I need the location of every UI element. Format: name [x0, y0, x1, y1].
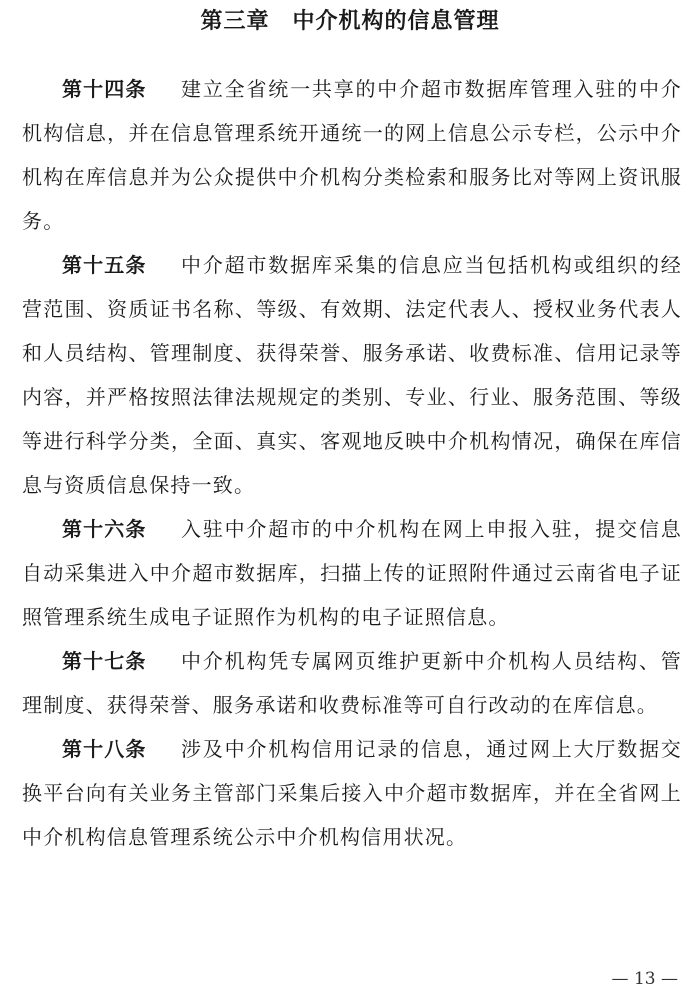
document-body [22, 67, 682, 859]
article-14 [22, 67, 682, 243]
article-number: 第十六条 [62, 517, 147, 541]
article-text: 中介超市数据库采集的信息应当包括机构或组织的经营范围、资质证书名称、等级、有效期、法定代表人、授权业务代表人和人员结构、管理制度、获得荣誉、服务承诺、收费标准、信用记录等内容，并严格按照法律法规规定的类别、专业、行业、服务范围、等级等进行科学分类，全面、真实、客观地反映中介机构情况，确保在库信息与资质信息保持一致。 [22, 253, 682, 497]
article-text: 涉及中介机构信用记录的信息，通过网上大厅数据交换平台向有关业务主管部门采集后接入中介超市数据库，并在全省网上中介机构信息管理系统公示中介机构信用状况。 [22, 737, 682, 849]
article-number: 第十八条 [62, 737, 147, 761]
article-text: 入驻中介超市的中介机构在网上申报入驻，提交信息自动采集进入中介超市数据库，扫描上传的证照附件通过云南省电子证照管理系统生成电子证照作为机构的电子证照信息。 [22, 517, 682, 629]
article-text: 中介机构凭专属网页维护更新中介机构人员结构、管理制度、获得荣誉、服务承诺和收费标准等可自行改动的在库信息。 [22, 649, 682, 717]
chapter-title: 第三章 中介机构的信息管理 [200, 9, 500, 34]
article-16 [22, 507, 682, 639]
article-number: 第十七条 [62, 649, 147, 673]
article-number: 第十五条 [62, 253, 147, 277]
article-18 [22, 727, 682, 859]
article-text: 建立全省统一共享的中介超市数据库管理入驻的中介机构信息，并在信息管理系统开通统一的网上信息公示专栏，公示中介机构在库信息并为公众提供中介机构分类检索和服务比对等网上资讯服务。 [22, 77, 682, 233]
page-number: — 13 — [611, 969, 678, 989]
article-15 [22, 243, 682, 507]
article-number: 第十四条 [62, 77, 147, 101]
article-17 [22, 639, 682, 727]
